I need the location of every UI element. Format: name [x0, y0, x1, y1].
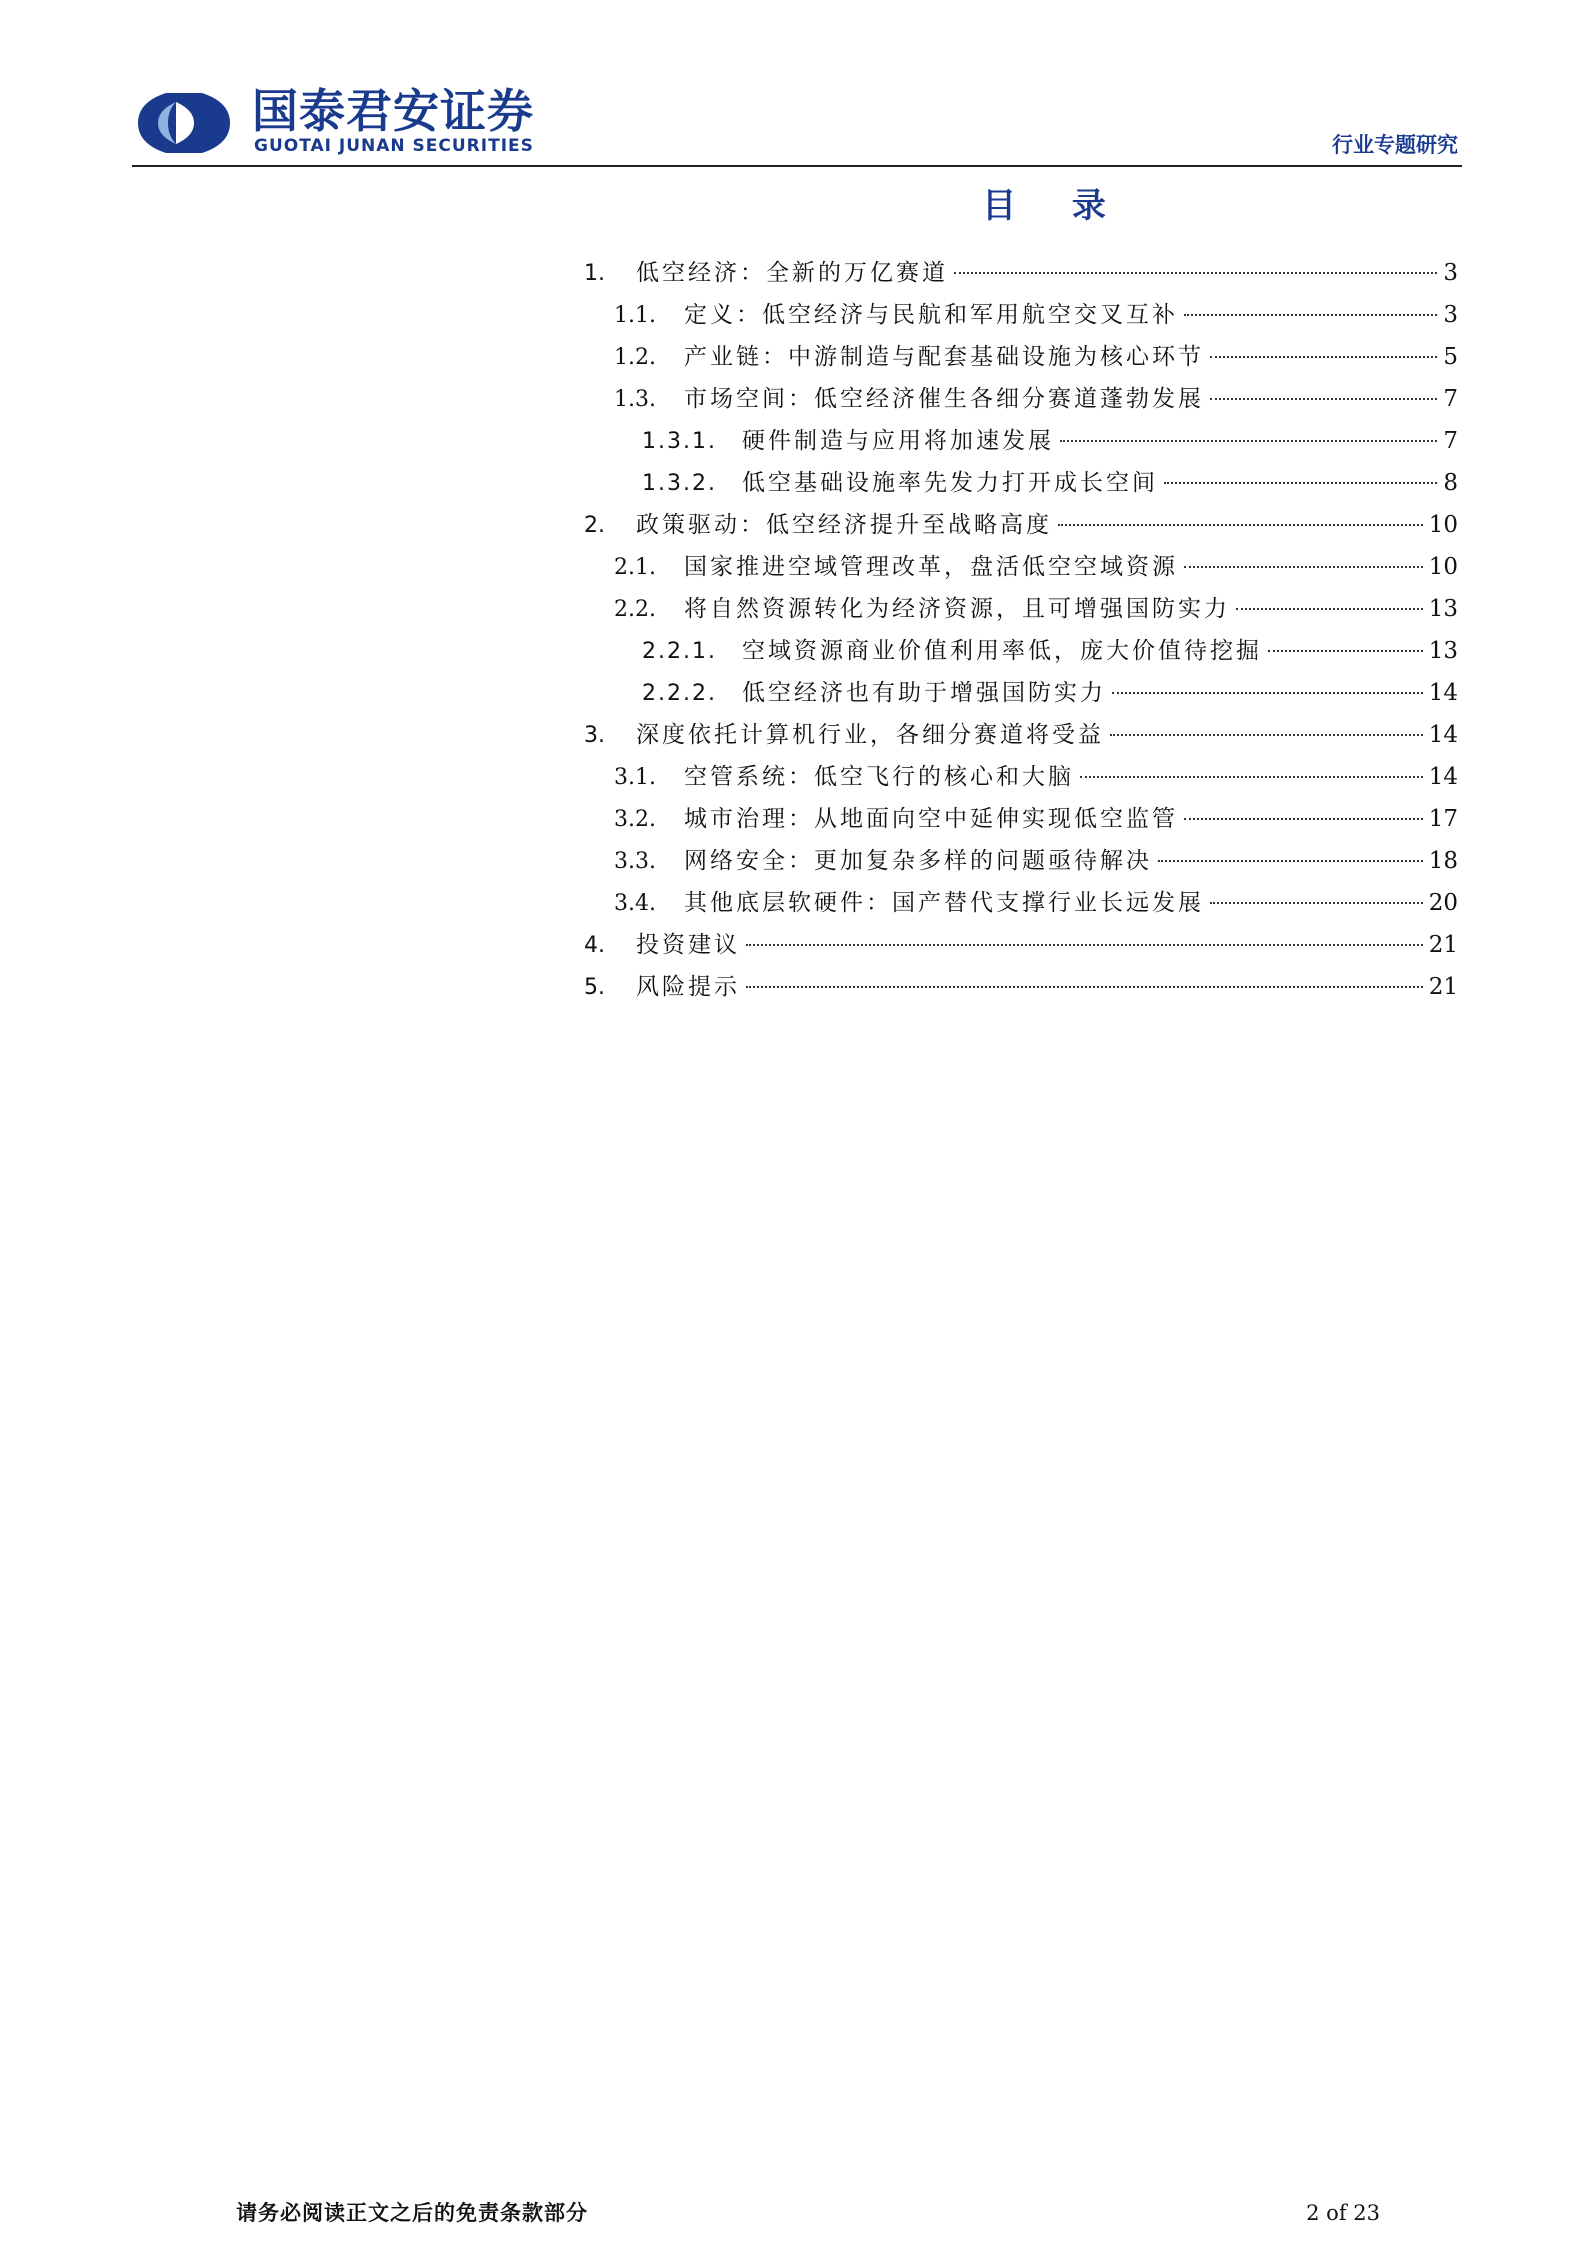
toc-entry-title: 硬件制造与应用将加速发展	[742, 428, 1054, 454]
toc-entry-number: 3.2.	[614, 807, 656, 832]
toc-entry[interactable]	[584, 504, 1458, 546]
toc-dot-leader	[1164, 482, 1437, 484]
toc-entry-page: 14	[1428, 680, 1458, 706]
toc-entry-title: 空域资源商业价值利用率低，庞大价值待挖掘	[742, 638, 1262, 664]
toc-entry-page: 20	[1428, 890, 1458, 916]
toc-entry[interactable]	[584, 672, 1458, 714]
toc-entry-title: 定义：低空经济与民航和军用航空交叉互补	[684, 302, 1178, 328]
toc-dot-leader	[746, 944, 1423, 946]
toc-dot-leader	[1210, 398, 1437, 400]
toc-dot-leader	[1268, 650, 1423, 652]
toc-entry[interactable]	[584, 546, 1458, 588]
toc-entry-page: 7	[1443, 386, 1458, 412]
toc-dot-leader	[746, 986, 1423, 988]
toc-entry-number: 3.3.	[614, 849, 656, 874]
toc-dot-leader	[954, 272, 1437, 274]
toc-entry-page: 3	[1443, 302, 1458, 328]
table-of-contents	[584, 252, 1458, 1008]
toc-dot-leader	[1158, 860, 1423, 862]
toc-entry-title: 深度依托计算机行业，各细分赛道将受益	[636, 722, 1104, 748]
toc-entry-number: 1.2.	[614, 345, 656, 370]
toc-entry-number: 2.2.	[614, 597, 656, 622]
toc-entry-page: 13	[1428, 596, 1458, 622]
toc-entry-page: 5	[1443, 344, 1458, 370]
toc-entry-title: 低空基础设施率先发力打开成长空间	[742, 470, 1158, 496]
toc-entry[interactable]	[584, 462, 1458, 504]
toc-entry[interactable]	[584, 336, 1458, 378]
toc-entry[interactable]	[584, 756, 1458, 798]
toc-entry-title: 国家推进空域管理改革，盘活低空空域资源	[684, 554, 1178, 580]
toc-entry-title: 将自然资源转化为经济资源，且可增强国防实力	[684, 596, 1230, 622]
toc-entry-number: 2.1.	[614, 555, 656, 580]
toc-entry-page: 10	[1428, 554, 1458, 580]
toc-entry[interactable]	[584, 588, 1458, 630]
toc-entry-number: 1.	[584, 261, 605, 286]
toc-entry-number: 4.	[584, 933, 605, 958]
toc-dot-leader	[1184, 314, 1437, 316]
toc-entry-number: 2.	[584, 513, 605, 538]
toc-entry[interactable]	[584, 294, 1458, 336]
toc-entry-title: 产业链：中游制造与配套基础设施为核心环节	[684, 344, 1204, 370]
toc-entry-number: 2.2.2.	[642, 681, 717, 706]
company-logo	[136, 90, 232, 156]
toc-entry-number: 1.3.2.	[642, 471, 717, 496]
toc-entry-number: 3.4.	[614, 891, 656, 916]
toc-entry[interactable]	[584, 924, 1458, 966]
toc-dot-leader	[1060, 440, 1437, 442]
toc-dot-leader	[1080, 776, 1423, 778]
report-type-label: 行业专题研究	[1332, 133, 1458, 157]
toc-entry-title: 低空经济也有助于增强国防实力	[742, 680, 1106, 706]
toc-entry-page: 7	[1443, 428, 1458, 454]
toc-entry[interactable]	[584, 630, 1458, 672]
toc-entry-title: 政策驱动：低空经济提升至战略高度	[636, 512, 1052, 538]
toc-entry-number: 2.2.1.	[642, 639, 717, 664]
toc-entry-number: 1.1.	[614, 303, 656, 328]
toc-entry[interactable]	[584, 420, 1458, 462]
toc-entry-title: 其他底层软硬件：国产替代支撑行业长远发展	[684, 890, 1204, 916]
header-divider	[132, 165, 1462, 167]
toc-dot-leader	[1112, 692, 1423, 694]
toc-entry-title: 投资建议	[636, 932, 740, 958]
toc-entry-title: 风险提示	[636, 974, 740, 1000]
logo-emblem-icon	[136, 90, 232, 156]
brand-name-en: GUOTAI JUNAN SECURITIES	[254, 136, 534, 156]
toc-dot-leader	[1210, 902, 1423, 904]
toc-title: 目 录	[982, 186, 1128, 226]
brand-name-cn: 国泰君安证券	[252, 84, 534, 138]
toc-entry-number: 3.	[584, 723, 605, 748]
toc-dot-leader	[1058, 524, 1423, 526]
toc-entry-page: 3	[1443, 260, 1458, 286]
toc-entry-title: 低空经济：全新的万亿赛道	[636, 260, 948, 286]
toc-entry-page: 14	[1428, 722, 1458, 748]
toc-entry[interactable]	[584, 966, 1458, 1008]
toc-entry-title: 市场空间：低空经济催生各细分赛道蓬勃发展	[684, 386, 1204, 412]
toc-entry[interactable]	[584, 840, 1458, 882]
toc-entry[interactable]	[584, 798, 1458, 840]
toc-entry-number: 5.	[584, 975, 605, 1000]
toc-dot-leader	[1110, 734, 1423, 736]
toc-dot-leader	[1236, 608, 1423, 610]
toc-entry-page: 17	[1428, 806, 1458, 832]
toc-entry-page: 18	[1428, 848, 1458, 874]
toc-dot-leader	[1184, 818, 1423, 820]
toc-entry-title: 城市治理：从地面向空中延伸实现低空监管	[684, 806, 1178, 832]
toc-entry-page: 21	[1428, 974, 1458, 1000]
toc-entry-page: 8	[1443, 470, 1458, 496]
toc-entry-number: 3.1.	[614, 765, 656, 790]
toc-entry[interactable]	[584, 378, 1458, 420]
toc-entry-page: 14	[1428, 764, 1458, 790]
page-indicator: 2 of 23	[1306, 2201, 1380, 2225]
toc-entry-page: 10	[1428, 512, 1458, 538]
toc-dot-leader	[1184, 566, 1423, 568]
toc-dot-leader	[1210, 356, 1437, 358]
toc-entry-page: 21	[1428, 932, 1458, 958]
toc-entry-page: 13	[1428, 638, 1458, 664]
toc-entry-number: 1.3.1.	[642, 429, 717, 454]
toc-entry[interactable]	[584, 882, 1458, 924]
toc-entry-title: 网络安全：更加复杂多样的问题亟待解决	[684, 848, 1152, 874]
toc-entry-title: 空管系统：低空飞行的核心和大脑	[684, 764, 1074, 790]
toc-entry[interactable]	[584, 714, 1458, 756]
toc-entry[interactable]	[584, 252, 1458, 294]
disclaimer-note: 请务必阅读正文之后的免责条款部分	[236, 2201, 588, 2225]
toc-entry-number: 1.3.	[614, 387, 656, 412]
